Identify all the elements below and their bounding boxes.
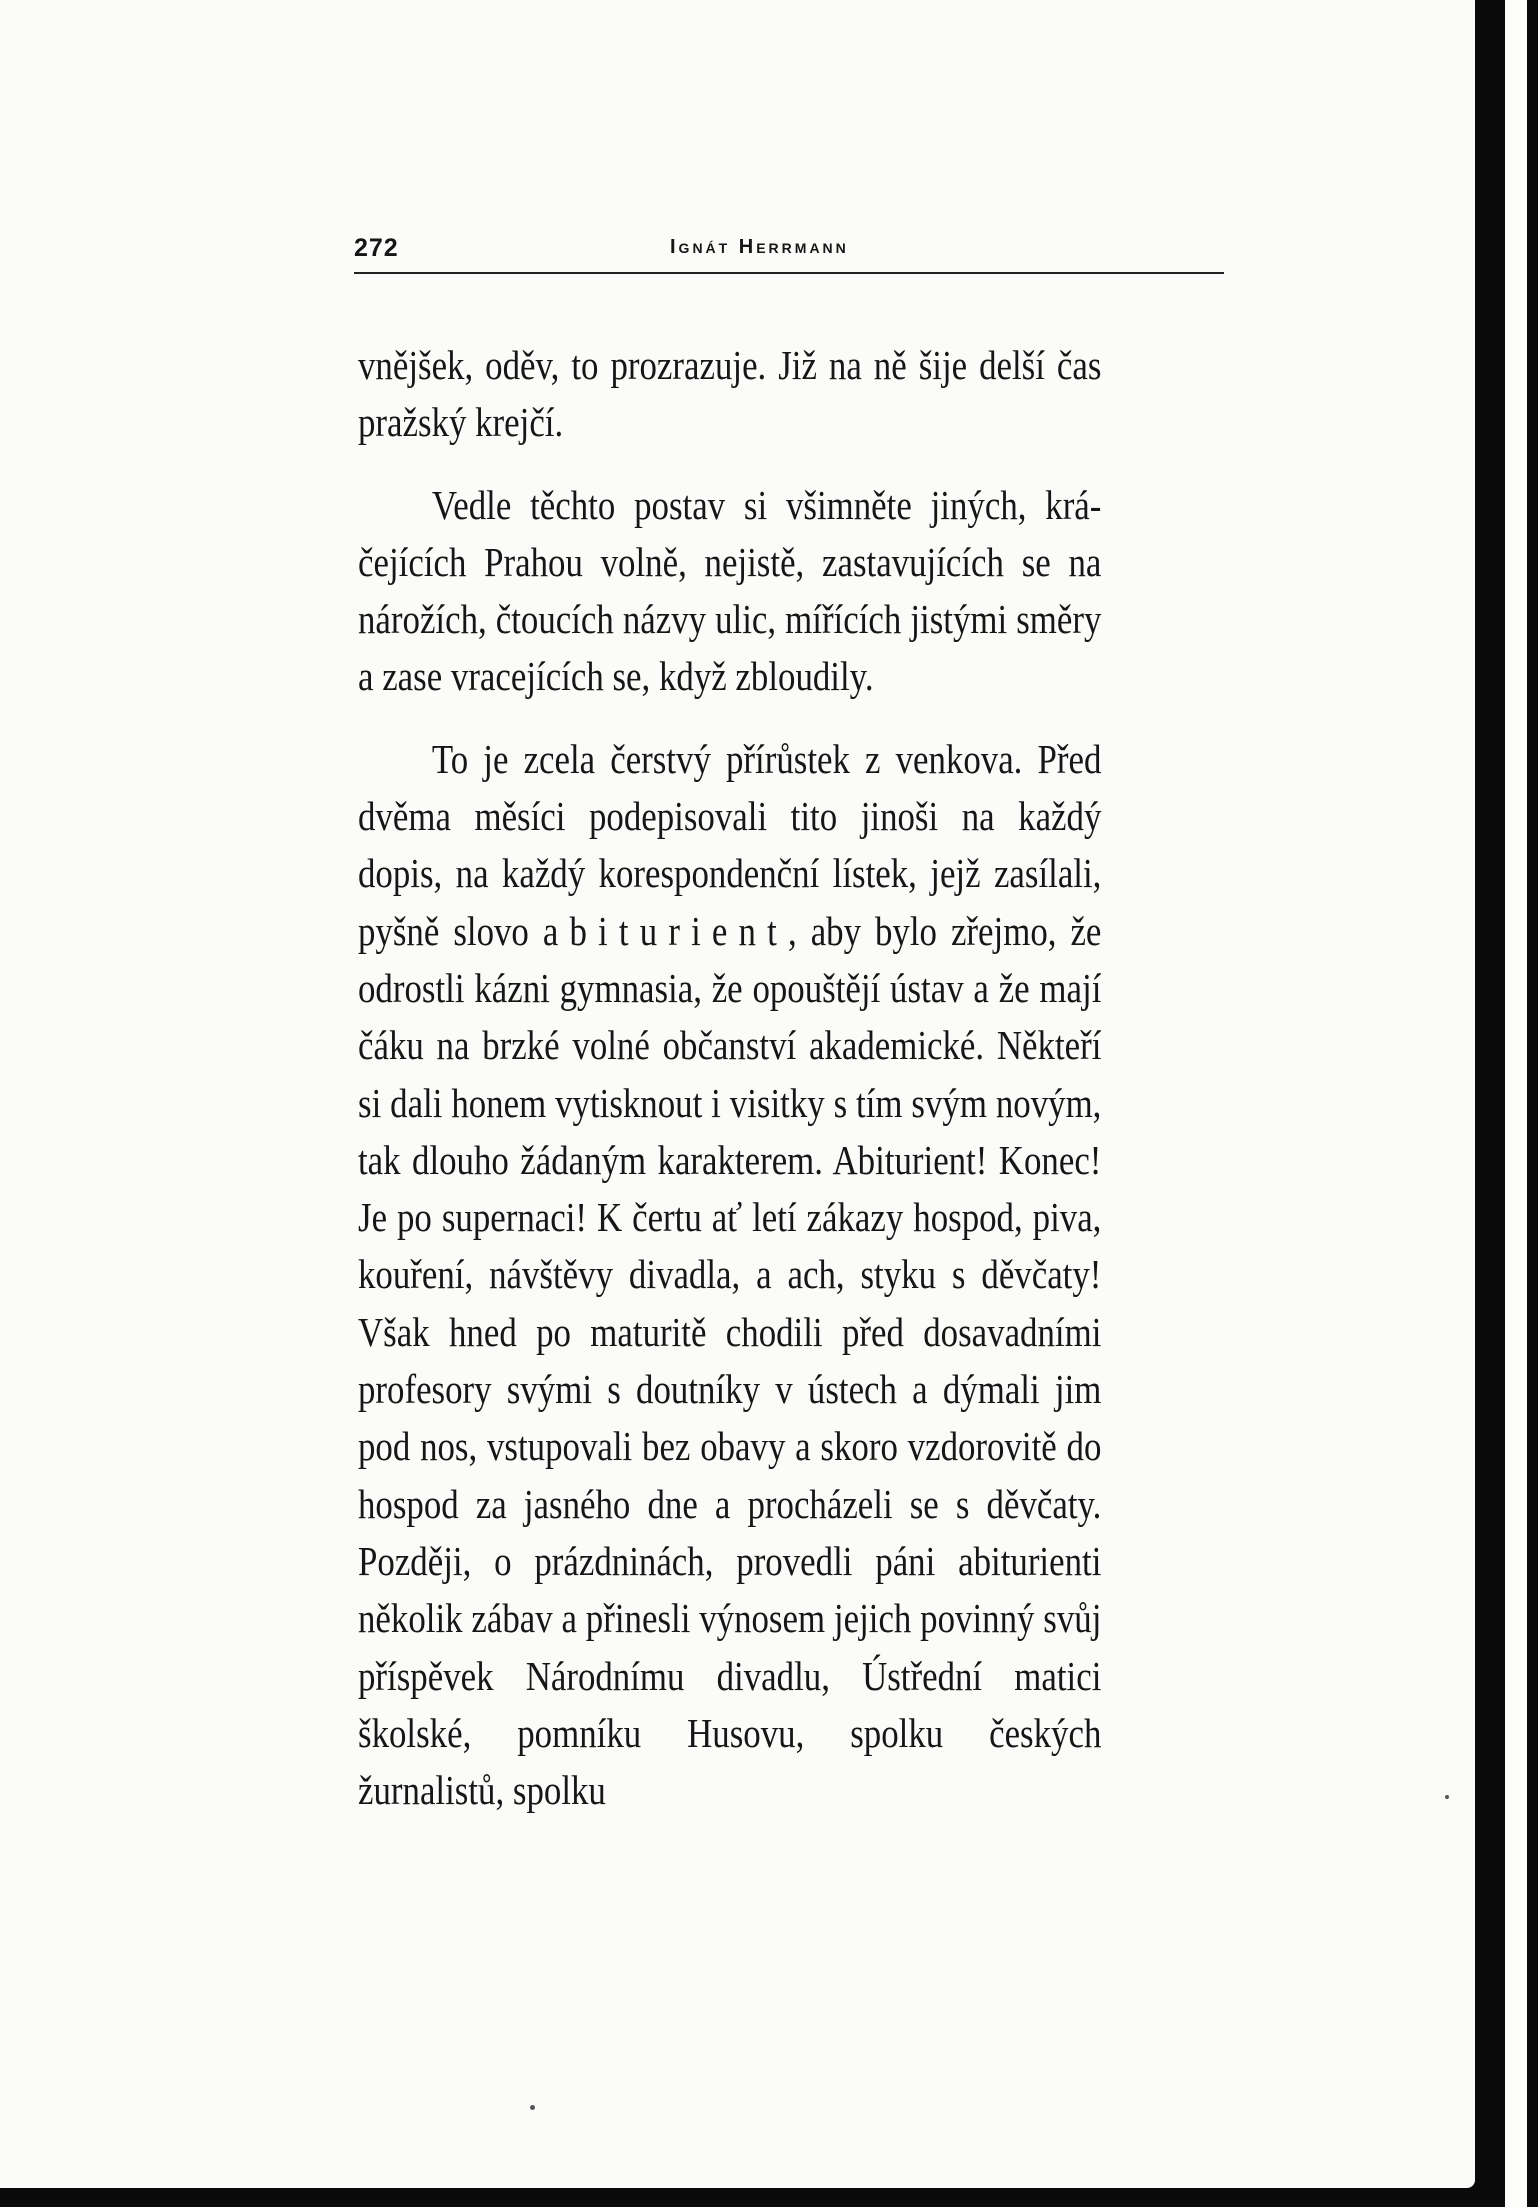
paragraph-text: , aby bylo zřejmo, že odrostli kázni gymnasia, že opouštějí ústav a že mají čáku na brzké volné občanství akademické. Někteří si dali honem vytisknout i visitky s tím svým novým, tak dlouho žádaným karakterem. Abiturient! Konec! Je po supernaci! K čertu ať letí zákazy hospod, piva, kouření, návštěvy divadla, a ach, styku s děvčaty! Však hned po maturitě chodili před dosavadními profesory svými s doutníky v ústech a dýmali jim pod nos, vstupovali bez obavy a skoro vzdorovitě do hospod za jasného dne a procházeli se s děvčaty. Později, o prázdninách, provedli páni abiturienti několik zábav a přinesli výnosem jejich povinný svůj příspěvek Národnímu divadlu, Ústřední matici školské, pomníku Husovu, spolku českých žurnalistů, spolku xyxy=(358,907,1102,1814)
paragraph-1 xyxy=(358,337,1101,452)
running-head: Ignát Herrmann xyxy=(670,236,849,258)
adjacent-page-edge xyxy=(1505,0,1527,2207)
paragraph-text: To je zcela čerstvý přírůstek z venkova. Před dvěma měsíci podepisovali tito jinoši na každý dopis, na každý korespondenční lístek, jejž zasílali, pyšně slovo xyxy=(358,735,1102,954)
paragraph-3 xyxy=(358,731,1101,1820)
paragraph-2 xyxy=(358,477,1101,706)
body-text xyxy=(358,337,1101,1819)
print-speck xyxy=(1445,1795,1449,1799)
emphasized-word: abiturient xyxy=(542,907,788,954)
paragraph-text: Vedle těchto postav si všimněte jiných, kráčejících Prahou volně, nejistě, zastavujících se na nárožích, čtoucích názvy ulic, mířících jistými směry a zase vracejících se, když zbloudily. xyxy=(358,481,1102,700)
page-header xyxy=(354,230,1224,274)
paragraph-text: vnějšek, oděv, to prozrazuje. Již na ně šije delší čas pražský krejčí. xyxy=(358,342,1102,446)
page-number: 272 xyxy=(354,234,399,262)
print-speck xyxy=(530,2105,535,2110)
